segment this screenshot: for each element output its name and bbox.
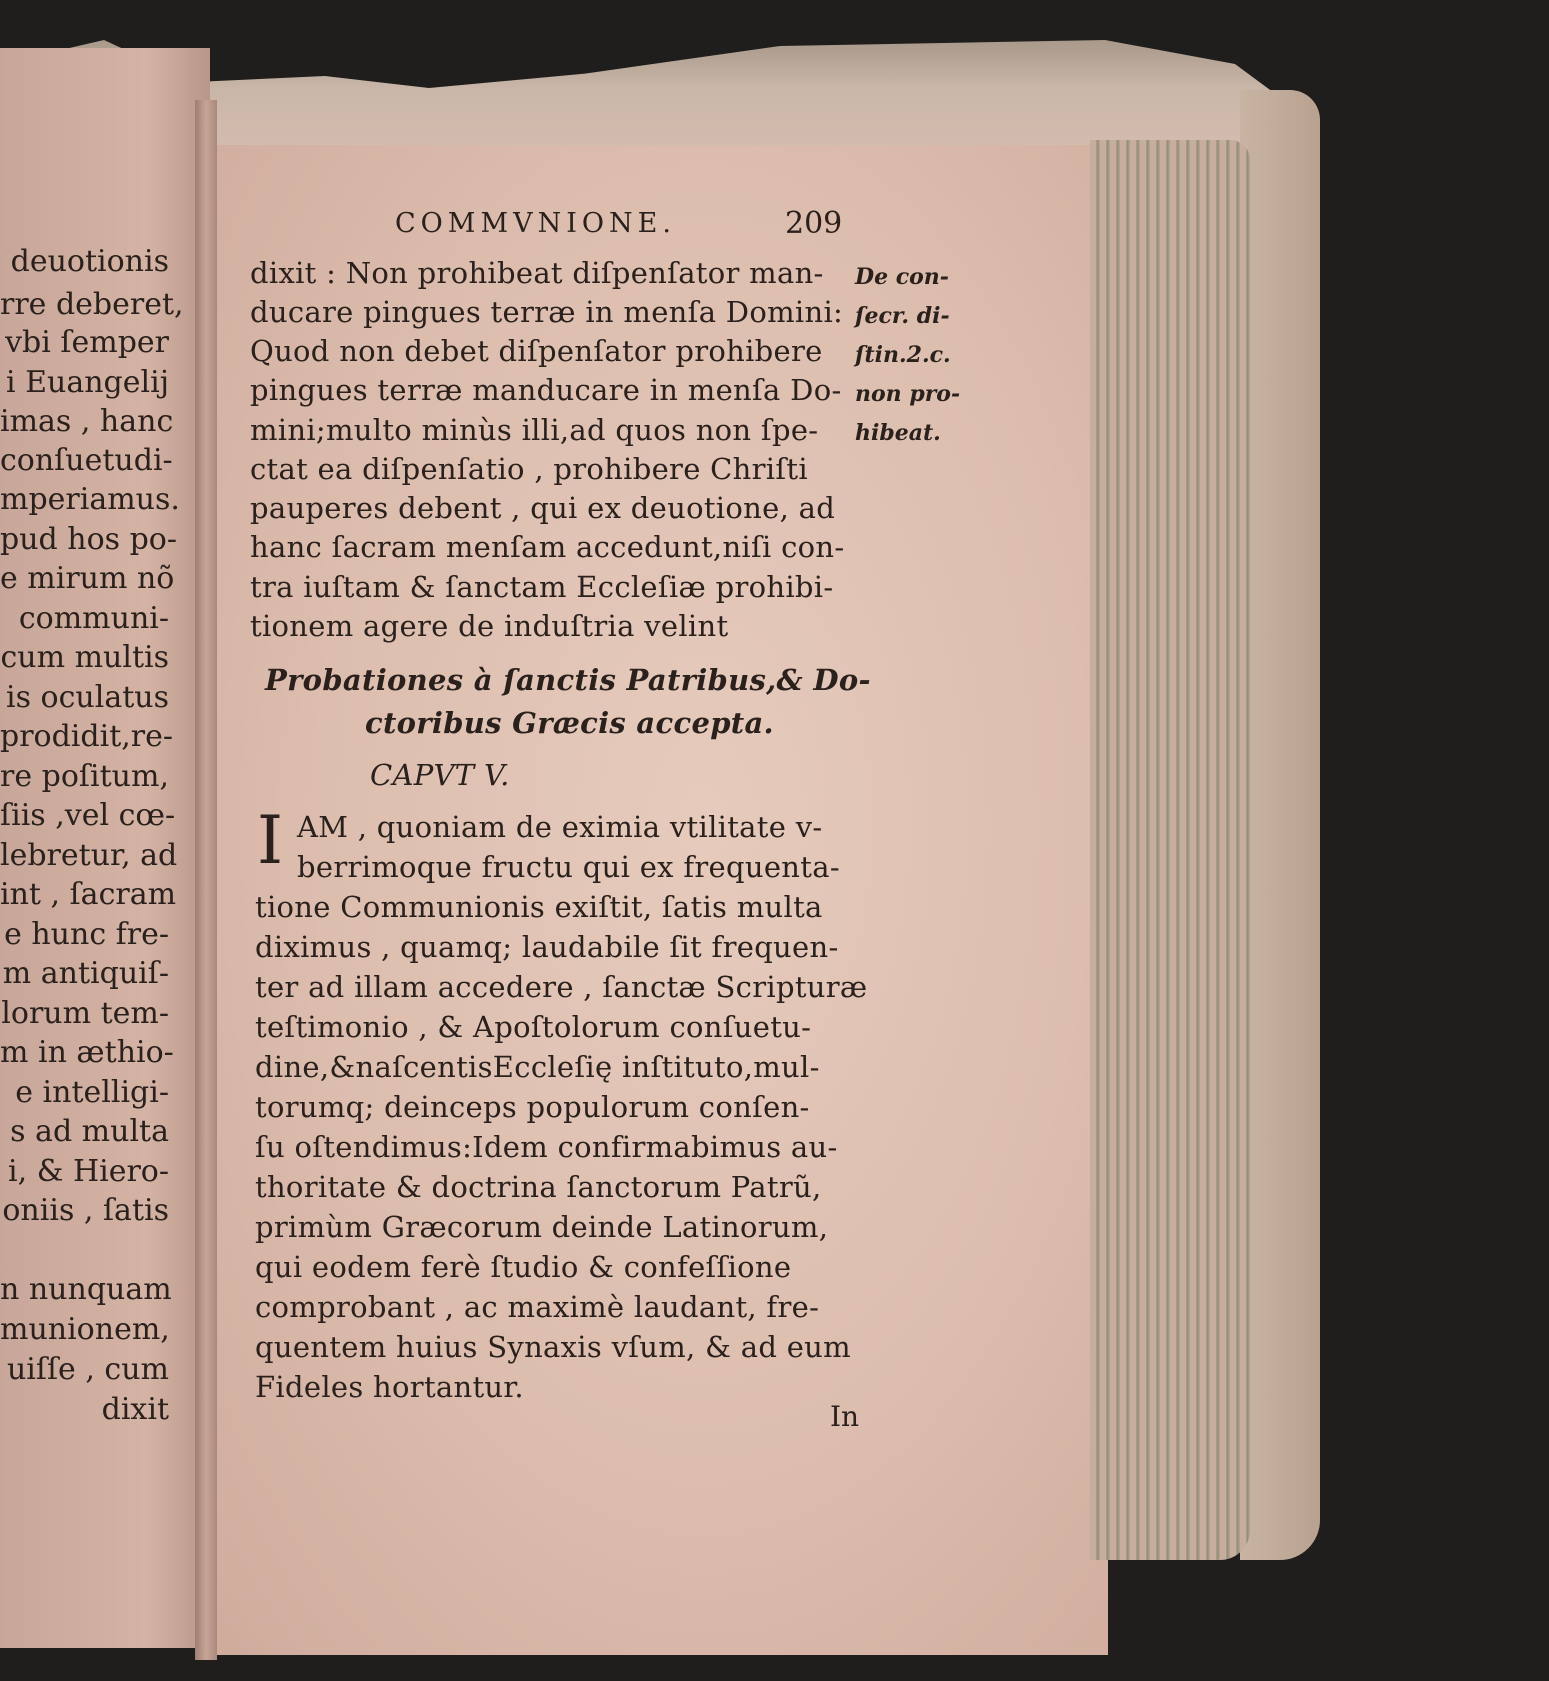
left-line: i Euangelij: [5, 365, 169, 400]
text-line: Fideles hortantur.: [255, 1370, 524, 1404]
margin-note-line: ſtin.2.c.: [855, 342, 951, 368]
left-line: n nunquam: [0, 1272, 172, 1307]
margin-note-line: De con-: [855, 264, 949, 290]
left-line: re poſitum,: [0, 759, 169, 794]
left-line: e intelligi-: [15, 1075, 169, 1110]
text-line: ctat ea diſpenſatio , prohibere Chriſti: [250, 452, 808, 486]
drop-cap: I: [257, 802, 284, 879]
margin-note-line: ſecr. di-: [855, 303, 950, 329]
text-line: primùm Græcorum deinde Latinorum,: [255, 1210, 829, 1244]
left-line: prodidit,re-: [0, 719, 174, 754]
left-line: deuotionis: [10, 244, 169, 279]
text-line: ter ad illam accedere , ſanctæ Scripturæ: [255, 970, 868, 1004]
text-line: teſtimonio , & Apoſtolorum conſuetu-: [255, 1010, 812, 1044]
text-line: quentem huius Synaxis vſum, & ad eum: [255, 1330, 851, 1364]
text-line: ducare pingues terræ in menſa Domini:: [250, 295, 844, 329]
fore-edge: [1240, 90, 1320, 1560]
left-line: conſuetudi-: [0, 443, 173, 478]
left-line: m antiquiſ-: [2, 956, 169, 991]
text-line: tra iuſtam & ſanctam Eccleſiæ prohibi-: [250, 570, 834, 604]
section-heading-line: Probationes à ſanctis Patribus,& Do-: [265, 663, 871, 697]
text-line: hanc ſacram menſam accedunt,niſi con-: [250, 530, 845, 564]
text-line: torumq; deinceps populorum conſen-: [255, 1090, 810, 1124]
left-line: munionem,: [0, 1312, 170, 1347]
margin-note-line: non pro-: [855, 381, 961, 407]
text-line: pingues terræ manducare in menſa Do-: [250, 373, 842, 407]
text-line: tionem agere de induſtria velint: [250, 609, 729, 643]
margin-note-line: hibeat.: [855, 420, 941, 446]
left-line: vbi ſemper: [5, 325, 169, 360]
text-line: comprobant , ac maximè laudant, fre-: [255, 1290, 820, 1324]
left-line: dixit: [101, 1392, 169, 1427]
left-line: m in æthio-: [0, 1035, 174, 1070]
left-line: pud hos po-: [0, 522, 177, 557]
left-line: lorum tem-: [1, 996, 169, 1031]
left-line: int , ſacram: [0, 877, 177, 912]
left-line: e mirum nõ: [0, 561, 175, 596]
text-line: qui eodem ferè ſtudio & confeſſione: [255, 1250, 792, 1284]
page-stack-edges: [1090, 140, 1250, 1560]
page-number: 209: [785, 206, 843, 241]
left-line: communi-: [18, 601, 169, 636]
left-line: oniis , ſatis: [2, 1193, 169, 1228]
left-line: is oculatus: [6, 680, 169, 715]
text-line: diximus , quamq; laudabile ſit frequen-: [255, 930, 839, 964]
text-line: thoritate & doctrina ſanctorum Patrũ,: [255, 1170, 822, 1204]
text-line: AM , quoniam de eximia vtilitate v-: [297, 810, 823, 844]
left-line: s ad multa: [10, 1114, 169, 1149]
text-line: dixit : Non prohibeat diſpenſator man-: [250, 256, 824, 290]
left-line: rre deberet,: [0, 287, 184, 322]
text-line: tione Communionis exiſtit, ſatis multa: [255, 890, 823, 924]
book-gutter: [195, 100, 217, 1660]
left-line: lebretur, ad: [0, 838, 178, 873]
left-line: cum multis: [0, 640, 169, 675]
left-line: i, & Hiero-: [8, 1154, 169, 1189]
text-line: mini;multo minùs illi,ad quos non ſpe-: [250, 413, 819, 447]
running-head: COMMVNIONE.: [395, 208, 676, 239]
text-line: dine,&naſcentisEccleſię inſtituto,mul-: [255, 1050, 820, 1084]
text-line: Quod non debet diſpenſator prohibere: [250, 334, 823, 368]
section-heading-line: ctoribus Græcis accepta.: [365, 706, 774, 740]
text-line: pauperes debent , qui ex deuotione, ad: [250, 491, 836, 525]
text-line: berrimoque fructu qui ex frequenta-: [297, 850, 840, 884]
left-line: uiſſe , cum: [6, 1352, 169, 1387]
left-line: imas , hanc: [0, 404, 174, 439]
left-line: e hunc fre-: [4, 917, 169, 952]
text-line: ſu oſtendimus:Idem confirmabimus au-: [255, 1130, 838, 1164]
chapter-title: CAPVT V.: [370, 758, 510, 792]
left-line: mperiamus.: [0, 482, 180, 517]
left-line: ſiis ,vel cœ-: [0, 798, 176, 833]
catchword: In: [830, 1400, 860, 1433]
